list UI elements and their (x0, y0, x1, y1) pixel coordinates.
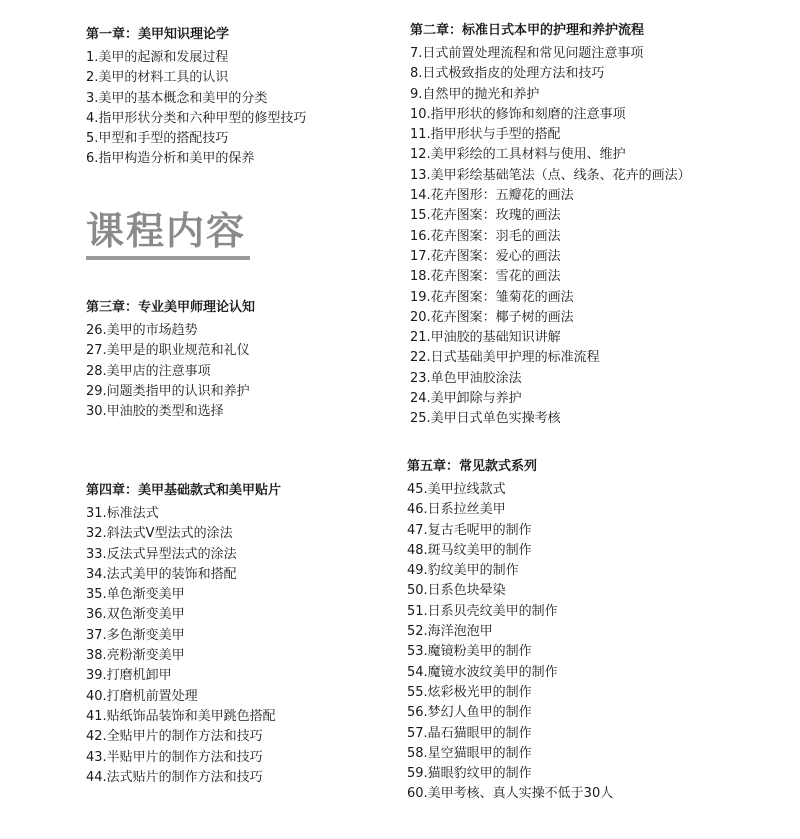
chapter-5-item: 52.海洋泡泡甲 (407, 624, 493, 640)
chapter-4-item: 38.亮粉渐变美甲 (86, 648, 185, 664)
chapter-2-item: 13.美甲彩绘基础笔法（点、线条、花卉的画法） (410, 167, 691, 183)
chapter-4-item: 32.斜法式V型法式的涂法 (86, 526, 233, 542)
chapter-4-item: 40.打磨机前置处理 (86, 688, 198, 704)
chapter-4-item: 43.半贴甲片的制作方法和技巧 (86, 749, 263, 765)
chapter-4-item: 34.法式美甲的装饰和搭配 (86, 566, 237, 582)
chapter-5-item: 60.美甲考核、真人实操不低于30人 (407, 786, 614, 802)
chapter-2-section (410, 23, 691, 430)
chapter-1-title: 第一章：美甲知识理论学 (86, 27, 230, 42)
chapter-1-item: 1.美甲的起源和发展过程 (86, 50, 229, 65)
chapter-2-item: 7.日式前置处理流程和常见问题注意事项 (410, 46, 644, 61)
chapter-2-item: 11.指甲形状与手型的搭配 (410, 127, 561, 143)
page-heading: 课程内容 (86, 209, 247, 253)
chapter-3-item: 28.美甲店的注意事项 (86, 363, 211, 379)
chapter-2-item: 24.美甲卸除与养护 (410, 391, 522, 407)
chapter-5-item: 54.魔镜水波纹美甲的制作 (407, 664, 558, 680)
chapter-2-item: 14.花卉图形：五瓣花的画法 (410, 188, 574, 204)
chapter-3-item: 26.美甲的市场趋势 (86, 323, 198, 338)
chapter-1-section (86, 27, 306, 170)
chapter-4-item: 41.贴纸饰品装饰和美甲跳色搭配 (86, 708, 276, 724)
chapter-3-item: 27.美甲是的职业规范和礼仪 (86, 343, 250, 359)
chapter-2-item: 9.自然甲的抛光和养护 (410, 86, 540, 102)
chapter-2-item: 8.日式极致指皮的处理方法和技巧 (410, 66, 605, 82)
chapter-5-item: 47.复古毛呢甲的制作 (407, 522, 532, 538)
chapter-2-item: 23.单色甲油胶涂法 (410, 370, 522, 386)
chapter-2-item: 18.花卉图案：雪花的画法 (410, 269, 561, 285)
chapter-5-item: 45.美甲拉线款式 (407, 482, 506, 497)
chapter-4-item: 33.反法式异型法式的涂法 (86, 546, 237, 562)
chapter-5-section (407, 459, 613, 805)
heading-underline (86, 256, 250, 260)
chapter-3-item: 29.问题类指甲的认识和养护 (86, 383, 250, 399)
chapter-2-item: 17.花卉图案：爱心的画法 (410, 248, 561, 264)
chapter-5-item: 57.晶石猫眼甲的制作 (407, 725, 532, 741)
chapter-5-item: 55.炫彩极光甲的制作 (407, 684, 532, 700)
chapter-2-item: 22.日式基础美甲护理的标准流程 (410, 350, 600, 366)
chapter-4-item: 35.单色渐变美甲 (86, 587, 185, 603)
chapter-3-title: 第三章：专业美甲师理论认知 (86, 300, 256, 315)
chapter-5-item: 51.日系贝壳纹美甲的制作 (407, 603, 558, 619)
chapter-2-item: 21.甲油胶的基础知识讲解 (410, 330, 561, 346)
chapter-5-item: 49.豹纹美甲的制作 (407, 563, 519, 579)
chapter-1-item: 5.甲型和手型的搭配技巧 (86, 131, 229, 147)
chapter-1-item: 4.指甲形状分类和六种甲型的修型技巧 (86, 110, 307, 126)
chapter-2-title: 第二章：标准日式本甲的护理和养护流程 (410, 23, 645, 38)
chapter-4-item: 36.双色渐变美甲 (86, 607, 185, 623)
chapter-2-item: 20.花卉图案：椰子树的画法 (410, 309, 574, 325)
chapter-2-item: 10.指甲形状的修饰和刻磨的注意事项 (410, 106, 626, 122)
chapter-2-item: 16.花卉图案：羽毛的画法 (410, 228, 561, 244)
chapter-5-title: 第五章：常见款式系列 (407, 459, 538, 474)
chapter-5-item: 59.猫眼豹纹甲的制作 (407, 766, 532, 782)
chapter-4-item: 39.打磨机卸甲 (86, 668, 172, 684)
chapter-5-item: 58.星空猫眼甲的制作 (407, 745, 532, 761)
chapter-2-item: 15.花卉图案：玫瑰的画法 (410, 208, 561, 224)
chapter-4-title: 第四章：美甲基础款式和美甲贴片 (86, 483, 282, 498)
chapter-2-item: 25.美甲日式单色实操考核 (410, 411, 561, 427)
chapter-5-item: 53.魔镜粉美甲的制作 (407, 644, 532, 660)
chapter-4-item: 44.法式贴片的制作方法和技巧 (86, 769, 263, 785)
chapter-4-item: 37.多色渐变美甲 (86, 627, 185, 643)
chapter-2-item: 12.美甲彩绘的工具材料与使用、维护 (410, 147, 626, 163)
chapter-1-item: 2.美甲的材料工具的认识 (86, 70, 229, 86)
chapter-5-item: 50.日系色块晕染 (407, 583, 506, 599)
chapter-5-item: 48.斑马纹美甲的制作 (407, 542, 532, 558)
chapter-2-item: 19.花卉图案：雏菊花的画法 (410, 289, 574, 305)
chapter-3-item: 30.甲油胶的类型和选择 (86, 404, 224, 420)
chapter-1-item: 3.美甲的基本概念和美甲的分类 (86, 90, 268, 106)
chapter-4-item: 31.标准法式 (86, 506, 159, 521)
chapter-3-section (86, 300, 255, 422)
chapter-1-item: 6.指甲构造分析和美甲的保养 (86, 151, 255, 167)
chapter-4-section (86, 483, 281, 788)
chapter-5-item: 46.日系拉丝美甲 (407, 502, 506, 518)
chapter-5-item: 56.梦幻人鱼甲的制作 (407, 705, 532, 721)
chapter-4-item: 42.全贴甲片的制作方法和技巧 (86, 729, 263, 745)
